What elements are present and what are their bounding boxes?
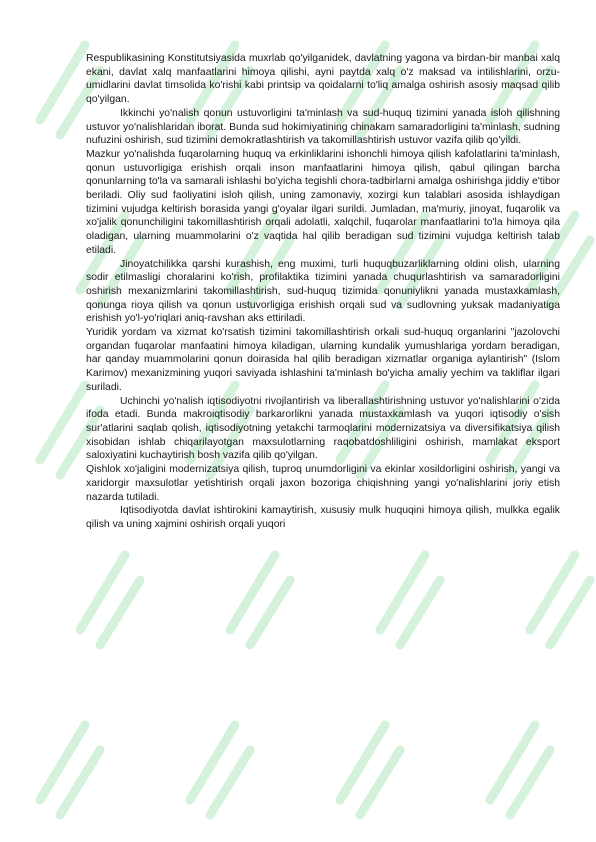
paragraph-3: Mazkur yo'nalishda fuqarolarning huquq va erkinliklarini ishonchli himoya qilish kafolatlarini ta'minlash, qonun ustuvorligiga erishish orqali inson manfaatlarini himoya qilish, qabul qilingan barcha qonunlarning to'la va samarali ishlashi bo'yicha tegishli chora-tadbirlarni amalga oshirishga jiddiy e'tibor beriladi. Oliy sud faoliyatini isloh qilish, uning zamonaviy, xozirgi kun talablari asosida ishlaydigan tizimini vujudga keltirish borasida yangi g'oyalar ilgari surildi. Jumladan, ma'muriy, jinoyat, fuqarolik va xo'jalik qonunchiligini takomillashtirish orqali adolatli, xalqchil, fuqarolar manfaatlarini to'la himoya qila oladigan, ularning muammolarini o'z vaqtida hal qilib beradigan sud tizimini vujudga keltirish talab etiladi. — [86, 148, 560, 256]
watermark-stroke — [40, 725, 100, 815]
watermark-stroke — [380, 555, 440, 645]
paragraph-2: Ikkinchi yo'nalish qonun ustuvorligini ta'minlash va sud-huquq tizimini yanada isloh qilishning ustuvor yo'nalishlaridan iborat. Bunda sud hokimiyatining chinakam samaradorligini ta'minlash, sudning nufuzini oshirish, sud tizimini demokratlashtirish va takomillashtirish ustuvor vazifa qilib qo'yildi. — [86, 107, 560, 147]
document-page — [86, 52, 560, 532]
watermark-stroke — [490, 725, 550, 815]
watermark-stroke — [530, 555, 590, 645]
watermark-stroke — [190, 725, 250, 815]
watermark-stroke — [80, 555, 140, 645]
paragraph-4: Jinoyatchilikka qarshi kurashish, eng muximi, turli huquqbuzarliklarning oldini olish, ularning sodir etilmasligi choralarini ko'rish, profilaktika tizimini yanada chuqurlashtirish va samaradorligini oshirish mexanizmlarini takomillashtirish, sud-huquq tizimida qonuniylikni yanada mustaxkamlash, qonunga rioya qilish va qonun ustuvorligiga erishish orqali sud va sudlovning yuksak madaniyatiga erishish yo'l-yo'riqlari aniq-ravshan aks ettiriladi. — [86, 258, 560, 325]
paragraph-8: Iqtisodiyotda davlat ishtirokini kamaytirish, xususiy mulk huquqini himoya qilish, mulkka egalik qilish va uning xajmini oshirish orqali yuqori — [86, 505, 560, 530]
watermark-stroke — [230, 555, 290, 645]
paragraph-7: Qishlok xo'jaligini modernizatsiya qilish, tuproq unumdorligini va ekinlar xosildorligini oshirish, yangi va xaridorgir maxsulotlar yetishtirish orqali jaxon bozoriga chiqishning yangi yo'nalishlarini joriy etish nazarda tutiladi. — [86, 464, 560, 503]
paragraph-1: Respublikasining Konstitutsiyasida muxrlab qo'yilganidek, davlatning yagona va birdan-bir manbai xalq ekani, davlat xalq manfaatlarini himoya qilishi, ayni paytda xalq o'z maksad va intilishlarini, orzu-umidlarini davlat timsolida ko'rishi kabi printsip va qoidalarni to'liq amalga oshirish asosiy maqsad qilib qo'yilgan. — [86, 53, 560, 106]
watermark-stroke — [340, 725, 400, 815]
paragraph-5: Yuridik yordam va xizmat ko'rsatish tizimini takomillashtirish orkali sud-huquq organlarini "jazolovchi organdan fuqarolar manfaatini himoya kiladigan, ularning kundalik yumushlariga yordam beradigan, har qanday muammolarini qonun doirasida hal qilib beradigan xizmatlar organiga aylantirish" (Islom Karimov) mexanizmining yuqori saviyada ishlashini ta'minlash bo'yicha amaliy yechim va takliflar ilgari suriladi. — [86, 327, 560, 393]
paragraph-6: Uchinchi yo'nalish iqtisodiyotni rivojlantirish va liberallashtirishning ustuvor yo'nalishlarini o'zida ifoda etadi. Bunda makroiqtisodiy barkarorlikni yanada mustaxkamlash va yuqori iqtisodiy o'sish sur'atlarini saqlab qolish, iqtisodiyotning yetakchi tarmoqlarini modernizatsiya va diversifikatsiya qilish xisobidan ishlab chiqarilayotgan maxsulotlarning raqobatdoshliligini oshirish, mamlakat eksport saloxiyatini kuchaytirish bosh vazifa qilib qo'yilgan. — [86, 395, 560, 462]
